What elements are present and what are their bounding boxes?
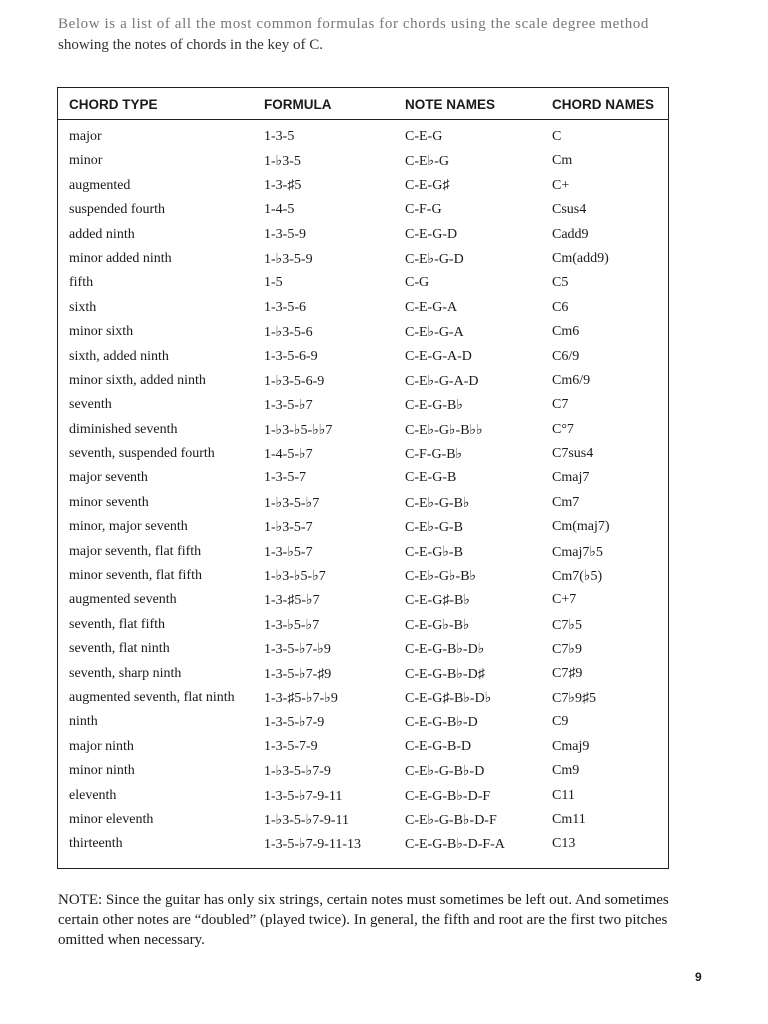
note-names-cell: C-E♭-G-B♭-D: [405, 764, 485, 780]
chord-type-cell: eleventh: [69, 787, 117, 803]
table-row: [58, 687, 668, 711]
table-row: [58, 272, 668, 296]
note-names-cell: C-E-G♯: [405, 177, 450, 193]
table-row: [58, 370, 668, 394]
chord-name-cell: C6/9: [552, 348, 580, 364]
formula-cell: 1-3-♯5-♭7: [264, 593, 320, 609]
table-row: [58, 516, 668, 540]
chord-type-cell: diminished seventh: [69, 421, 178, 437]
note-names-cell: C-E♭-G-B: [405, 520, 463, 536]
header-divider: [58, 119, 668, 120]
formula-cell: 1-3-5-♭7-♯9: [264, 666, 332, 682]
chord-type-cell: augmented seventh: [69, 592, 177, 608]
formula-cell: 1-4-5: [264, 202, 295, 218]
note-names-cell: C-E♭-G-A: [405, 325, 464, 341]
chord-type-cell: sixth, added ninth: [69, 348, 169, 364]
table-body: [58, 126, 668, 858]
note-names-cell: C-E-G-B♭-D: [405, 715, 478, 731]
table-row: [58, 736, 668, 760]
chord-type-cell: seventh, flat ninth: [69, 641, 170, 657]
table-row: [58, 346, 668, 370]
chord-name-cell: C7♭5: [552, 617, 582, 633]
formula-cell: 1-4-5-♭7: [264, 447, 313, 463]
chord-name-cell: Cm(add9): [552, 250, 609, 266]
chord-type-cell: fifth: [69, 275, 94, 291]
table-row: [58, 297, 668, 321]
formula-cell: 1-3-♭5-7: [264, 544, 313, 560]
chord-name-cell: Cm7(♭5): [552, 569, 603, 585]
note-names-cell: C-E-G-D: [405, 226, 458, 242]
table-header: [58, 88, 668, 120]
table-row: [58, 614, 668, 638]
table-row: [58, 760, 668, 784]
note-names-cell: C-E-G: [405, 129, 443, 144]
note-names-cell: C-E-G-B♭-D-F-A: [405, 837, 505, 853]
formula-cell: 1-3-5-6-9: [264, 348, 318, 364]
formula-cell: 1-3-5-♭7-♭9: [264, 642, 331, 658]
formula-cell: 1-♭3-5-9: [264, 251, 313, 267]
formula-cell: 1-3-5-♭7-9-11: [264, 788, 343, 804]
table-row: [58, 443, 668, 467]
formula-cell: 1-♭3-5-♭7: [264, 495, 320, 511]
chord-name-cell: C+: [552, 177, 570, 193]
chord-name-cell: Cadd9: [552, 226, 589, 242]
table-row: [58, 199, 668, 223]
chord-type-cell: minor: [69, 153, 103, 169]
chord-type-cell: major ninth: [69, 738, 134, 754]
chord-formula-table: [57, 87, 669, 869]
chord-name-cell: C7: [552, 397, 569, 413]
chord-name-cell: C6: [552, 299, 569, 315]
formula-cell: 1-3-5-7: [264, 470, 306, 486]
chord-type-cell: augmented: [69, 177, 131, 193]
note-names-cell: C-E-G-B♭-D♯: [405, 666, 485, 682]
note-names-cell: C-G: [405, 275, 430, 291]
chord-type-cell: minor eleventh: [69, 811, 154, 827]
chord-type-cell: seventh, sharp ninth: [69, 665, 182, 681]
page-number: 9: [695, 970, 702, 984]
chord-type-cell: minor sixth: [69, 324, 134, 340]
table-row: [58, 492, 668, 516]
chord-name-cell: Cm6/9: [552, 372, 591, 388]
header-chord-type: CHORD TYPE: [69, 97, 158, 112]
formula-cell: 1-♭3-♭5-♭♭7: [264, 422, 333, 438]
note-names-cell: C-E-G-B♭-D-F: [405, 788, 491, 804]
table-row: [58, 321, 668, 345]
formula-cell: 1-3-♯5: [264, 177, 302, 193]
chord-name-cell: Cm: [552, 153, 573, 169]
chord-name-cell: Cm9: [552, 763, 580, 779]
chord-type-cell: minor, major seventh: [69, 519, 188, 535]
table-row: [58, 711, 668, 735]
header-formula: FORMULA: [264, 97, 332, 112]
table-row: [58, 565, 668, 589]
chord-name-cell: Csus4: [552, 202, 587, 218]
intro-line-1: Below is a list of all the most common formulas for chords using the scale degree method: [58, 16, 650, 32]
formula-cell: 1-♭3-5-6-9: [264, 373, 325, 389]
chord-type-cell: sixth: [69, 299, 97, 315]
formula-cell: 1-5: [264, 275, 283, 291]
table-row: [58, 638, 668, 662]
chord-name-cell: C9: [552, 714, 569, 730]
chord-name-cell: Cmaj9: [552, 738, 590, 754]
formula-cell: 1-3-5-♭7-9-11-13: [264, 837, 362, 853]
chord-name-cell: C13: [552, 836, 576, 852]
note-names-cell: C-F-G-B♭: [405, 447, 463, 463]
table-row: [58, 467, 668, 491]
note-names-cell: C-E-G♯-B♭-D♭: [405, 690, 492, 706]
formula-cell: 1-3-5-7-9: [264, 738, 318, 754]
note-names-cell: C-E♭-G-B♭: [405, 495, 470, 511]
note-names-cell: C-E♭-G♭-B♭: [405, 569, 477, 585]
chord-name-cell: C+7: [552, 592, 577, 608]
chord-type-cell: seventh: [69, 397, 112, 413]
chord-type-cell: augmented seventh, flat ninth: [69, 689, 235, 705]
table-row: [58, 394, 668, 418]
table-row: [58, 663, 668, 687]
note-names-cell: C-E-G-A: [405, 299, 458, 315]
formula-cell: 1-♭3-5-7: [264, 520, 313, 536]
table-row: [58, 541, 668, 565]
note-names-cell: C-E-G♭-B: [405, 544, 463, 560]
note-names-cell: C-E-G-A-D: [405, 348, 472, 364]
note-names-cell: C-E♭-G-A-D: [405, 373, 479, 389]
table-row: [58, 224, 668, 248]
formula-cell: 1-♭3-♭5-♭7: [264, 569, 326, 585]
formula-cell: 1-♭3-5: [264, 154, 301, 170]
chord-name-cell: C7♭9: [552, 642, 582, 658]
chord-name-cell: Cm6: [552, 324, 580, 340]
table-row: [58, 589, 668, 613]
header-chord-names: CHORD NAMES: [552, 97, 655, 112]
note-names-cell: C-E♭-G♭-B♭♭: [405, 422, 483, 438]
note-names-cell: C-E-G-B♭: [405, 398, 463, 414]
formula-cell: 1-3-♭5-♭7: [264, 617, 320, 633]
note-names-cell: C-E♭-G: [405, 154, 449, 170]
formula-cell: 1-♭3-5-6: [264, 325, 313, 341]
chord-type-cell: seventh, suspended fourth: [69, 446, 215, 462]
chord-type-cell: minor seventh: [69, 494, 149, 510]
chord-type-cell: minor seventh, flat fifth: [69, 568, 202, 584]
chord-type-cell: minor sixth, added ninth: [69, 372, 206, 388]
chord-type-cell: ninth: [69, 714, 98, 730]
table-row: [58, 175, 668, 199]
chord-name-cell: C: [552, 129, 562, 144]
chord-type-cell: minor added ninth: [69, 250, 172, 266]
note-names-cell: C-E-G-B-D: [405, 738, 472, 754]
chord-type-cell: major seventh: [69, 470, 148, 486]
chord-type-cell: minor ninth: [69, 763, 135, 779]
formula-cell: 1-3-5: [264, 129, 295, 144]
chord-name-cell: Cmaj7♭5: [552, 544, 603, 560]
chord-type-cell: added ninth: [69, 226, 135, 242]
intro-paragraph: [58, 14, 698, 56]
chord-name-cell: C7♯9: [552, 665, 583, 681]
header-note-names: NOTE NAMES: [405, 97, 496, 112]
table-row: [58, 785, 668, 809]
chord-type-cell: major seventh, flat fifth: [69, 543, 202, 559]
chord-type-cell: seventh, flat fifth: [69, 616, 166, 632]
table-row: [58, 833, 668, 857]
intro-line-2: showing the notes of chords in the key of C.: [58, 37, 323, 53]
note-names-cell: C-E♭-G-B♭-D-F: [405, 812, 497, 828]
note-names-cell: C-E-G-B: [405, 470, 457, 486]
note-names-cell: C-E-G♭-B♭: [405, 617, 470, 633]
chord-type-cell: major: [69, 129, 102, 144]
formula-cell: 1-♭3-5-♭7-9: [264, 764, 331, 780]
table-row: [58, 248, 668, 272]
chord-name-cell: Cm11: [552, 811, 586, 827]
formula-cell: 1-3-5-♭7-9: [264, 715, 325, 731]
table-row: [58, 809, 668, 833]
chord-name-cell: C°7: [552, 421, 574, 437]
formula-cell: 1-3-5-9: [264, 226, 306, 242]
note-paragraph: NOTE: Since the guitar has only six strings, certain notes must sometimes be left out. And sometimes certain other notes are “doubled” (played twice). In general, the fifth and root are the first two pitches omitted when necessary.: [58, 892, 669, 948]
formula-cell: 1-3-5-♭7: [264, 398, 313, 414]
table-row: [58, 126, 668, 150]
chord-name-cell: C7sus4: [552, 446, 594, 462]
note-names-cell: C-E-G-B♭-D♭: [405, 642, 485, 658]
chord-type-cell: suspended fourth: [69, 202, 166, 218]
table-row: [58, 419, 668, 443]
note-names-cell: C-F-G: [405, 202, 442, 218]
formula-cell: 1-3-5-6: [264, 299, 306, 315]
table-row: [58, 150, 668, 174]
formula-cell: 1-3-♯5-♭7-♭9: [264, 690, 338, 706]
chord-type-cell: thirteenth: [69, 836, 123, 852]
chord-name-cell: C5: [552, 275, 569, 291]
chord-name-cell: Cm(maj7): [552, 519, 610, 535]
note-names-cell: C-E♭-G-D: [405, 251, 464, 267]
chord-name-cell: C11: [552, 787, 575, 803]
formula-cell: 1-♭3-5-♭7-9-11: [264, 812, 349, 828]
chord-name-cell: C7♭9♯5: [552, 690, 596, 706]
note-names-cell: C-E-G♯-B♭: [405, 593, 470, 609]
chord-name-cell: Cm7: [552, 494, 580, 510]
chord-name-cell: Cmaj7: [552, 470, 590, 486]
